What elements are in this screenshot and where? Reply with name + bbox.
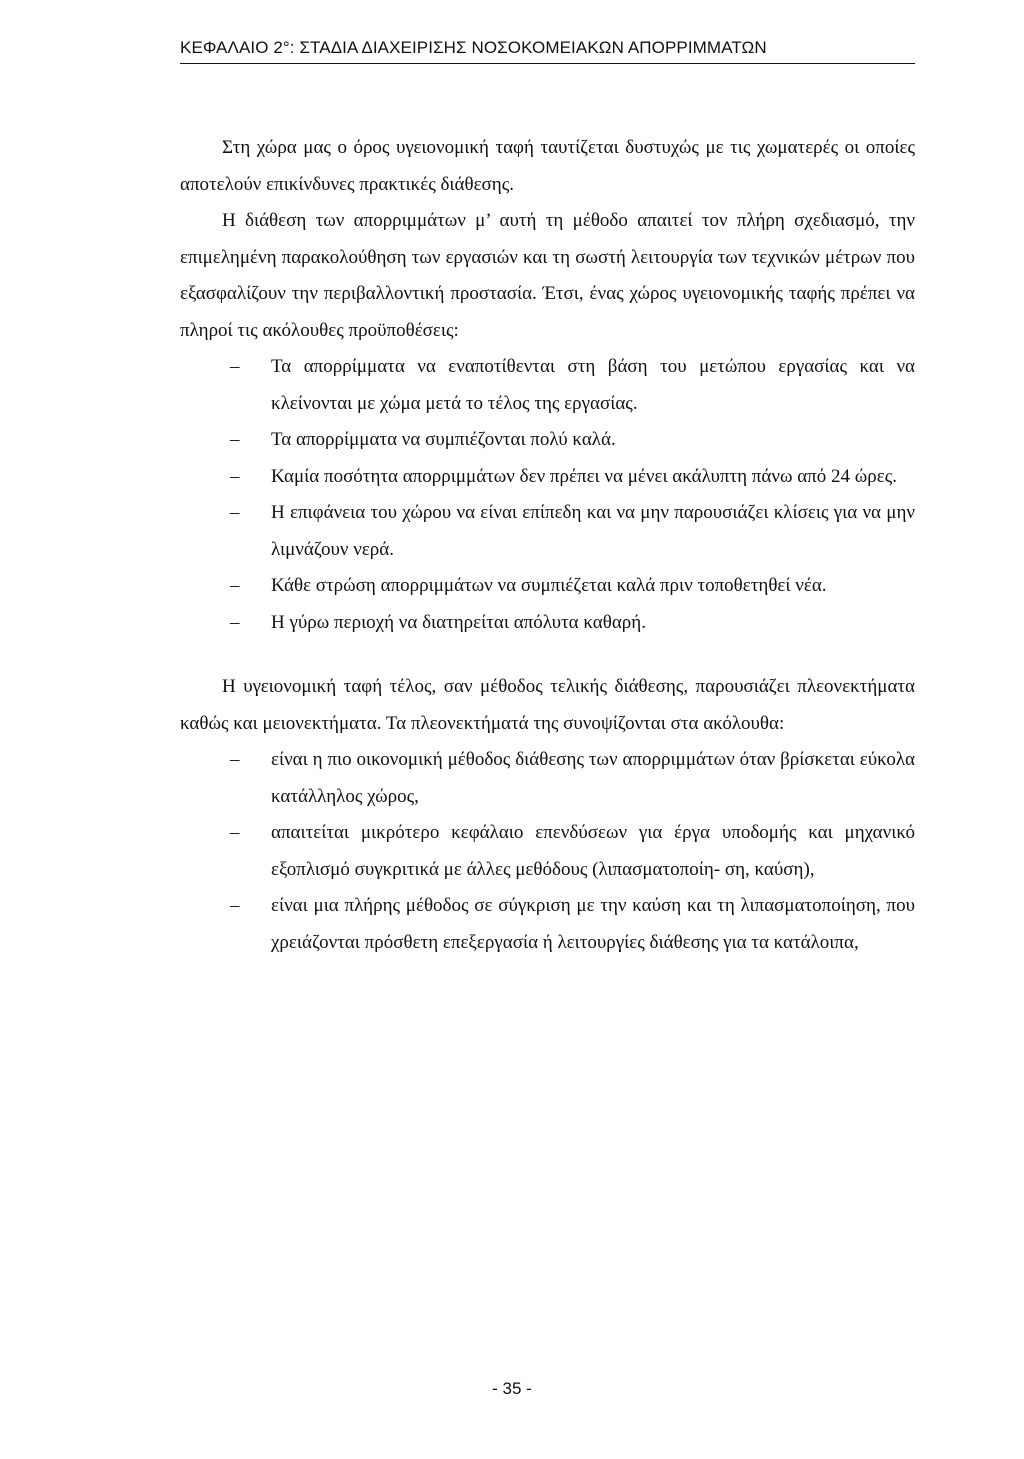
intro-paragraph: Στη χώρα μας ο όρος υγειονομική ταφή ταυτίζεται δυστυχώς με τις χωματερές οι οποίες αποτελούν επικίνδυνες πρακτικές διάθεσης.: [180, 137, 915, 195]
page-body: [180, 130, 915, 961]
dash-bullet: –: [230, 611, 240, 633]
list-item: [180, 495, 915, 568]
page-number: - 35 -: [492, 1379, 532, 1398]
list-item: [180, 742, 915, 815]
header-divider: [180, 63, 915, 64]
requirements-list: [180, 349, 915, 641]
dash-bullet: –: [230, 895, 240, 916]
list-item-text: απαιτείται μικρότερο κεφάλαιο επενδύσεων για έργα υποδομής και μηχανικό εξοπλισμό συγκριτικά με άλλες μεθόδους (λιπασματοποίη- ση, καύση),: [271, 822, 915, 880]
advantages-paragraph: Η υγειονομική ταφή τέλος, σαν μέθοδος τελικής διάθεσης, παρουσιάζει πλεονεκτήματα καθώς και μειονεκτήματα. Τα πλεονεκτήματά της συνοψίζονται στα ακόλουθα:: [180, 676, 915, 734]
list-item: [180, 422, 915, 459]
dash-bullet: –: [230, 502, 240, 523]
list-item-text: Καμία ποσότητα απορριμμάτων δεν πρέπει να μένει ακάλυπτη πάνω από 24 ώρες.: [271, 465, 897, 487]
list-item-text: Η γύρω περιοχή να διατηρείται απόλυτα καθαρή.: [271, 611, 646, 633]
list-item: [180, 815, 915, 888]
list-item: [180, 568, 915, 605]
dash-bullet: –: [230, 749, 240, 770]
list-item-text: Η επιφάνεια του χώρου να είναι επίπεδη και να μην παρουσιάζει κλίσεις για να μην λιμνάζουν νερά.: [271, 502, 915, 560]
dash-bullet: –: [230, 429, 240, 450]
list-item: [180, 605, 915, 642]
advantages-list: [180, 742, 915, 961]
list-item: [180, 349, 915, 422]
list-item-text: Κάθε στρώση απορριμμάτων να συμπιέζεται καλά πριν τοποθετηθεί νέα.: [271, 575, 827, 596]
list-item: [180, 459, 915, 496]
dash-bullet: –: [230, 822, 240, 843]
list-item-text: είναι μια πλήρης μέθοδος σε σύγκριση με την καύση και τη λιπασματοποίηση, που χρειάζονται πρόσθετη επεξεργασία ή λειτουργίες διάθεσης για τα κατάλοιπα,: [271, 895, 915, 953]
list-item: [180, 888, 915, 961]
list-item-text: Τα απορρίμματα να εναποτίθενται στη βάση του μετώπου εργασίας και να κλείνονται με χώμα μετά το τέλος της εργασίας.: [271, 356, 915, 414]
list-item-text: είναι η πιο οικονομική μέθοδος διάθεσης των απορριμμάτων όταν βρίσκεται εύκολα κατάλληλος χώρος,: [271, 749, 915, 807]
dash-bullet: –: [230, 465, 240, 487]
dash-bullet: –: [230, 356, 240, 377]
dash-bullet: –: [230, 575, 240, 596]
chapter-header: ΚΕΦΑΛΑΙΟ 2°: ΣΤΑΔΙΑ ΔΙΑΧΕΙΡΙΣΗΣ ΝΟΣΟΚΟΜΕΙΑΚΩΝ ΑΠΟΡΡΙΜΜΑΤΩΝ: [180, 38, 767, 57]
list-item-text: Τα απορρίμματα να συμπιέζονται πολύ καλά.: [271, 429, 616, 450]
requirements-paragraph: Η διάθεση των απορριμμάτων μ’ αυτή τη μέθοδο απαιτεί τον πλήρη σχεδιασμό, την επιμελημένη παρακολούθηση των εργασιών και τη σωστή λειτουργία των τεχνικών μέτρων που εξασφαλίζουν την περιβαλλοντική προστασία. Έτσι, ένας χώρος υγειονομικής ταφής πρέπει να πληροί τις ακόλουθες προϋποθέσεις:: [180, 210, 915, 341]
